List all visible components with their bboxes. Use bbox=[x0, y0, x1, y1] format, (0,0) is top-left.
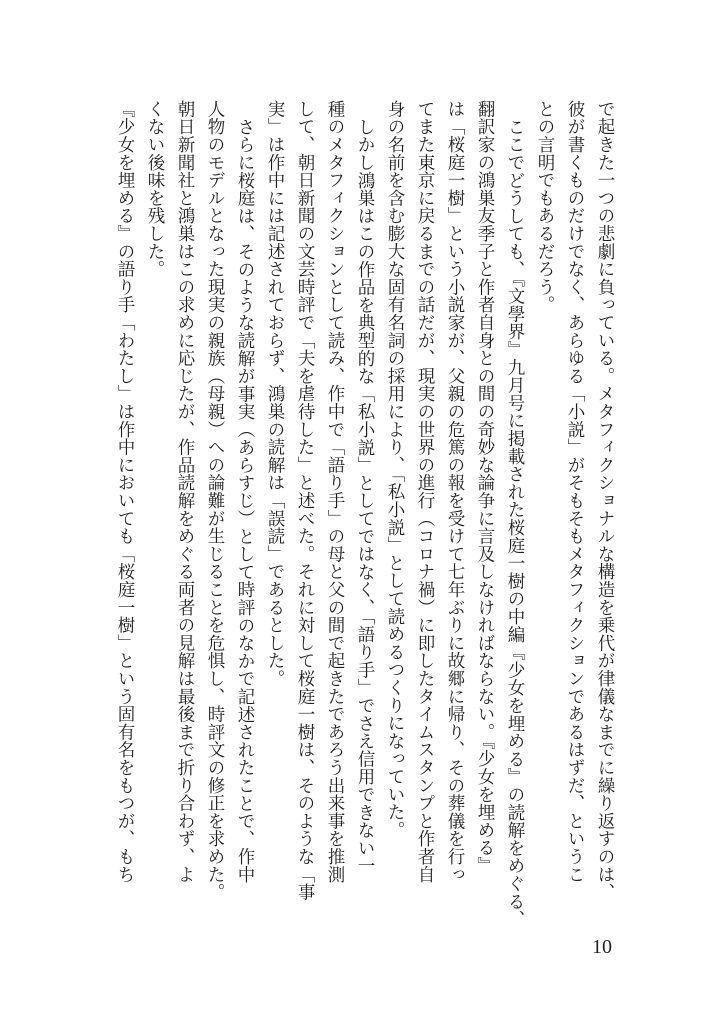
paragraph-start-line: さらに桜庭は、そのような読解が事実（あらすじ）として時評のなかで記述されたことで、作中 bbox=[235, 117, 255, 883]
text-line: は「桜庭一樹」という小説家が、父親の危篤の報を受けて七年ぶりに故郷に帰り、その葬儀を行っ bbox=[445, 100, 465, 884]
text-line: との言明でもあるだろう。 bbox=[535, 100, 555, 314]
text-line: して、朝日新聞の文芸時評で「夫を虐待した」と述べた。それに対して桜庭一樹は、そのような「事 bbox=[295, 100, 315, 901]
paragraph-start-line: ここでどうしても、『文學界』九月号に掲載された桜庭一樹の中編『少女を埋める』の読解をめぐる、 bbox=[505, 117, 525, 928]
text-line: 身の名前を含む膨大な固有名詞の採用により、「私小説」として読めるつくりになっていた。 bbox=[385, 100, 405, 839]
text-line: 翻訳家の鴻巣友季子と作者自身との間の奇妙な論争に言及しなければならない。『少女を埋める』 bbox=[475, 100, 495, 875]
text-line: 人物のモデルとなった現実の親族（母親）への論難が生じることを危惧し、時評文の修正を求めた。 bbox=[205, 100, 225, 901]
page-number: 10 bbox=[592, 936, 612, 958]
body-text bbox=[110, 100, 620, 928]
paragraph-start-line: 『少女を埋める』の語り手「わたし」は作中においても「桜庭一樹」という固有名をもつが、もち bbox=[115, 100, 135, 884]
text-line: 実」は作中には記述されておらず、鴻巣の読解は「誤読」であるとした。 bbox=[265, 100, 285, 688]
text-line: 種のメタフィクションとして読み、作中で「語り手」の母と父の間で起きたであろう出来事を推測 bbox=[325, 100, 345, 884]
text-line: 朝日新聞社と鴻巣はこの求めに応じたが、作品読解をめぐる両者の見解は最後まで折り合わず、よ bbox=[175, 100, 195, 884]
text-line: てまた東京に戻るまでの話だが、現実の世界の進行（コロナ禍）に即したタイムスタンプと作者自 bbox=[415, 100, 435, 884]
paragraph-start-line: しかし鴻巣はこの作品を典型的な「私小説」としてではなく、「語り手」でさえ信用できない一 bbox=[355, 117, 375, 875]
text-line: で起きた一つの悲劇に負っている。メタフィクショナルな構造を乗代が律儀なまでに繰り返すのは、 bbox=[595, 100, 615, 901]
text-line: 彼が書くものだけでなく、あらゆる「小説」がそもそもメタフィクションであるはずだ、というこ bbox=[565, 100, 585, 884]
text-line: くない後味を残した。 bbox=[145, 100, 165, 278]
